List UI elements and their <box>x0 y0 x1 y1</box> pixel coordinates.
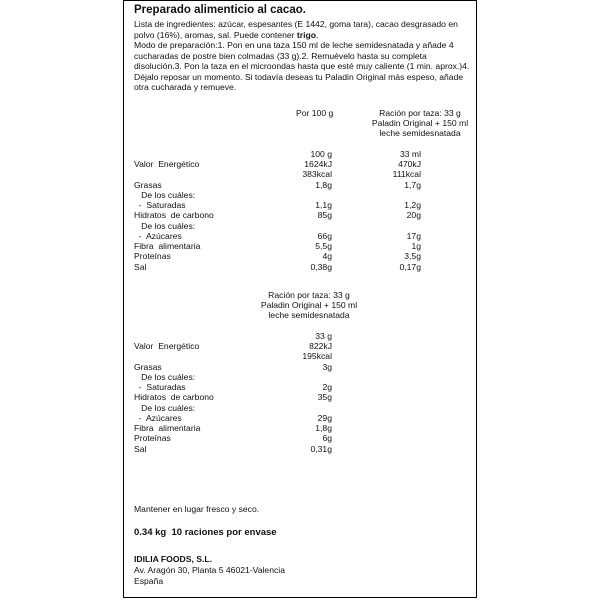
table1-row-label: Hidratos de carbono <box>134 210 214 221</box>
table2-row-value: 2g <box>322 382 332 392</box>
company-address: Av. Aragón 30, Planta 5 46021-Valencia <box>134 565 285 575</box>
company-info <box>134 554 285 587</box>
table2-row-label: Proteínas <box>134 433 171 444</box>
table1-col2-header-line2: Paladin Original + 150 ml <box>371 118 469 128</box>
table1-row-label: Valor Energético <box>134 159 200 169</box>
table1-row-label: Proteínas <box>134 251 171 262</box>
ingredients-list <box>134 19 470 40</box>
table1-row-per100: 383kcal <box>302 169 332 180</box>
table1-row-perserving: 1,7g <box>404 179 421 190</box>
table1-qty-col2: 33 ml <box>399 149 421 159</box>
table2-row-value: 29g <box>317 412 332 423</box>
table1-row-perserving: 17g <box>406 230 421 241</box>
storage-instructions: Mantener en lugar fresco y seco. <box>134 504 260 514</box>
table2-row-value: 0,31g <box>310 443 332 454</box>
table2-row-label: Grasas <box>134 361 162 372</box>
product-title: Preparado alimenticio al cacao. <box>134 4 306 16</box>
table2-row-label: De los cuáles: <box>134 371 196 382</box>
company-name: IDILIA FOODS, S.L. <box>134 554 212 564</box>
table1-qty-col1: 100 g <box>310 149 332 159</box>
table1-row-label: Fibra alimentaria <box>134 241 201 251</box>
table2-row-value: 35g <box>317 392 332 403</box>
table2-header-line3: leche semidesnatada <box>268 310 350 320</box>
table2-row-label: Hidratos de carbono <box>134 392 214 403</box>
table2-row-label: De los cuáles: <box>134 402 196 413</box>
table1-row-perserving: 470kJ <box>398 159 421 169</box>
allergen-text: trigo <box>296 29 316 40</box>
table1-row-label: - Azúcares <box>134 230 182 241</box>
table1-row-per100: 1,8g <box>315 179 332 190</box>
nutrition-label-panel <box>123 0 477 598</box>
table1-row-label: Sal <box>134 261 147 272</box>
net-weight-line <box>134 527 277 538</box>
table1-row-per100: 66g <box>317 230 332 241</box>
company-country: España <box>134 576 164 586</box>
table2-header-line1: Ración por taza: 33 g <box>268 290 350 300</box>
table1-row-label: Grasas <box>134 179 162 190</box>
table2-qty: 33 g <box>315 331 332 341</box>
table1-row-per100: 0,38g <box>310 261 332 272</box>
table1-row-label: De los cuáles: <box>134 220 196 231</box>
table1-row-per100: 1624kJ <box>304 159 332 169</box>
net-weight: 0.34 kg <box>134 527 167 538</box>
table1-row-perserving: 1g <box>411 241 421 251</box>
table2-row-label: Sal <box>134 443 147 454</box>
table2-header-line2: Paladin Original + 150 ml <box>260 300 358 310</box>
table2-row-label: - Azúcares <box>134 412 182 423</box>
table2-row-label: - Saturadas <box>134 382 186 392</box>
table1-row-perserving: 111kcal <box>392 169 421 180</box>
table2-row-value: 1,8g <box>315 423 332 433</box>
table2-row-value: 6g <box>322 433 332 444</box>
table1-col2-header-line3: leche semidesnatada <box>379 128 461 138</box>
table1-row-perserving: 20g <box>406 210 421 221</box>
table1-row-label: - Saturadas <box>134 200 186 210</box>
table1-row-per100: 1,1g <box>315 200 332 210</box>
table1-col1-header: Por 100 g <box>296 108 334 118</box>
allergen-suffix: . <box>316 29 319 40</box>
table1-row-per100: 4g <box>322 251 332 262</box>
ingredients-text: Lista de ingredientes: azúcar, espesantes (E 1442, goma tara), cacao desgrasado en polvo (16%), aromas, sal. Puede contener <box>134 19 458 40</box>
table1-row-per100: 5,5g <box>315 241 332 251</box>
preparation-instructions: Modo de preparación:1. Pon en una taza 150 ml de leche semidesnatada y añade 4 cucharadas de postre bien colmadas (33 g).2. Remuévelo hasta su completa disolución.3. Pon la taza en el microondas hasta que esté muy caliente (1 min. aprox.)4. Déjalo reposar un momento. Si todavía deseas tu Paladin Original más espeso, añade otra cucharada y remueve. <box>134 40 470 92</box>
table1-row-per100: 85g <box>317 210 332 221</box>
table2-row-value: 195kcal <box>302 351 332 362</box>
table2-row-label: Valor Energético <box>134 341 200 351</box>
portions: 10 raciones por envase <box>171 527 277 538</box>
table1-row-perserving: 1,2g <box>404 200 421 210</box>
table1-col2-header-line1: Ración por taza: 33 g <box>379 108 461 118</box>
table2-row-value: 3g <box>322 361 332 372</box>
table1-row-perserving: 3,5g <box>404 251 421 262</box>
table2-row-label: Fibra alimentaria <box>134 423 201 433</box>
table1-row-label: De los cuáles: <box>134 189 196 200</box>
table2-row-value: 822kJ <box>309 341 332 351</box>
table1-row-perserving: 0,17g <box>399 261 421 272</box>
